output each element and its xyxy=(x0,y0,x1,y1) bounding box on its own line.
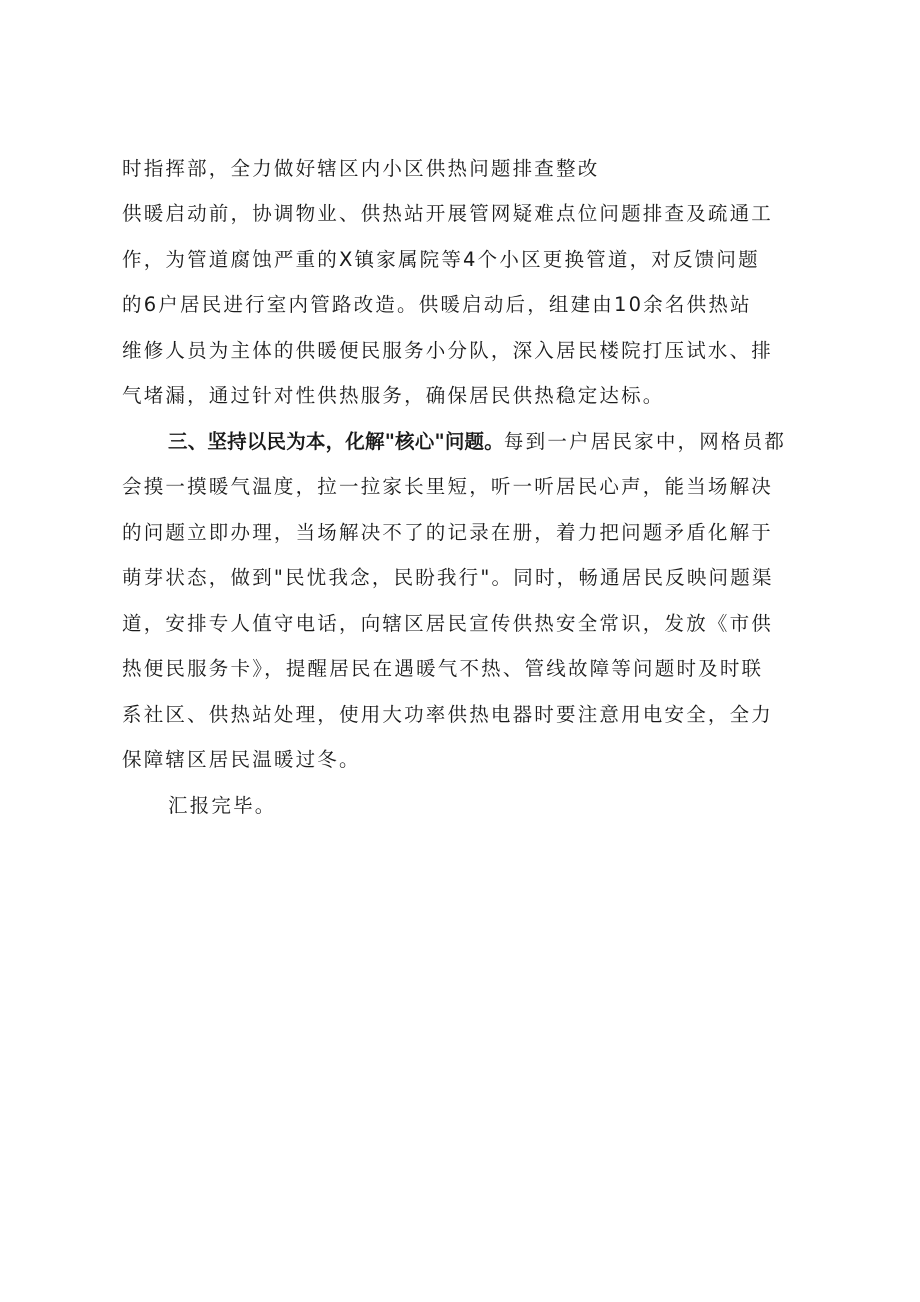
section-heading: 三、坚持以民为本，化解"核心"问题。 xyxy=(168,430,504,453)
paragraph-line: 保障辖区居民温暖过冬。 xyxy=(122,748,361,771)
paragraph-line: 的问题立即办理，当场解决不了的记录在册，着力把问题矛盾化解于 xyxy=(122,521,774,544)
paragraph-line xyxy=(122,430,786,454)
paragraph-line: 时指挥部，全力做好辖区内小区供热问题排查整改 xyxy=(122,157,600,180)
paragraph-line: 供暖启动前，协调物业、供热站开展管网疑难点位问题排查及疏通工 xyxy=(122,202,774,225)
paragraph-line: 会摸一摸暖气温度，拉一拉家长里短，听一听居民心声，能当场解决 xyxy=(122,475,774,498)
closing-line: 汇报完毕。 xyxy=(168,794,277,817)
paragraph-line: 系社区、供热站处理，使用大功率供热电器时要注意用电安全，全力 xyxy=(122,703,774,726)
paragraph-line: 热便民服务卡》，提醒居民在遇暖气不热、管线故障等问题时及时联 xyxy=(122,657,764,680)
paragraph-line: 道，安排专人值守电话，向辖区居民宣传供热安全常识，发放《市供 xyxy=(122,612,774,635)
paragraph-line: 作，为管道腐蚀严重的X镇家属院等4个小区更换管道，对反馈问题 xyxy=(122,248,760,271)
paragraph-line: 气堵漏，通过针对性供热服务，确保居民供热稳定达标。 xyxy=(122,384,665,407)
paragraph-line: 萌芽状态，做到"民忧我念，民盼我行"。同时，畅通居民反映问题渠 xyxy=(122,566,774,589)
paragraph-text: 每到一户居民家中，网格员都 xyxy=(503,430,787,453)
paragraph-line: 的6户居民进行室内管路改造。供暖启动后，组建由10余名供热站 xyxy=(122,293,752,316)
paragraph-line: 维修人员为主体的供暖便民服务小分队，深入居民楼院打压试水、排 xyxy=(122,339,774,362)
